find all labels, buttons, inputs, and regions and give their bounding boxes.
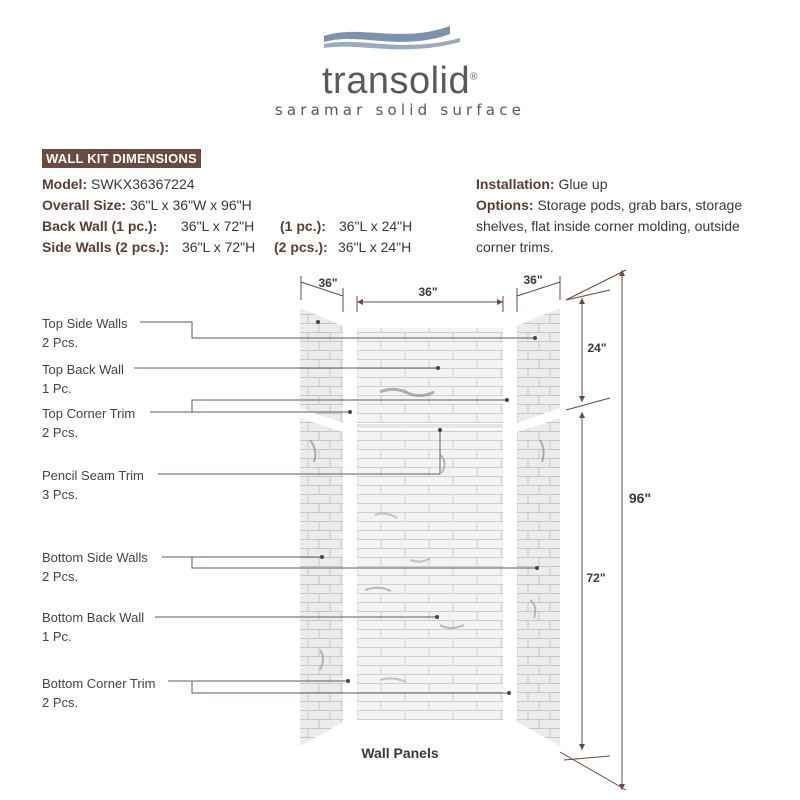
dim-right-width: 36" (523, 273, 543, 287)
corner-trim-right (508, 322, 514, 722)
options-label: Options: (476, 197, 534, 213)
callout-name: Bottom Side Walls (42, 550, 148, 565)
callout-qty: 2 Pcs. (42, 425, 79, 440)
callout-name: Bottom Back Wall (42, 610, 145, 625)
options-text-1: Storage pods, grab bars, storage (537, 197, 743, 213)
dim-bottom-height: 72" (586, 571, 606, 585)
callout-qty: 1 Pc. (42, 629, 72, 644)
callout-qty: 1 Pc. (42, 381, 72, 396)
callout-qty: 2 Pcs. (42, 695, 79, 710)
bottom-side-wall-right (517, 418, 560, 746)
bottom-side-wall-left (300, 418, 343, 746)
dim-back-width: 36" (418, 285, 438, 299)
diagram-caption: Wall Panels (361, 745, 439, 761)
options-text-3: corner trims. (476, 239, 554, 255)
side-wall-label2: (2 pcs.): (274, 239, 328, 255)
back-wall-label: Back Wall (1 pc.): (42, 218, 158, 234)
model-value: SWKX36367224 (91, 176, 195, 192)
back-wall-label2: (1 pc.): (280, 218, 326, 234)
top-side-wall-right (517, 308, 560, 423)
back-wall-value2: 36"L x 24"H (339, 218, 413, 234)
installation-value: Glue up (558, 176, 608, 192)
model-label: Model: (42, 176, 88, 192)
callout-name: Pencil Seam Trim (42, 468, 144, 483)
spec-title: WALL KIT DIMENSIONS (42, 149, 201, 168)
top-back-wall (357, 328, 503, 423)
side-wall-label: Side Walls (2 pcs.): (42, 239, 170, 255)
callout-name: Bottom Corner Trim (42, 676, 156, 691)
side-wall-value: 36"L x 72"H (182, 239, 256, 255)
callout-qty: 3 Pcs. (42, 487, 79, 502)
brand-name: transolid (321, 60, 471, 102)
callout-name: Top Corner Trim (42, 406, 136, 421)
side-wall-value2: 36"L x 24"H (338, 239, 412, 255)
installation-label: Installation: (476, 176, 555, 192)
overall-label: Overall Size: (42, 197, 127, 213)
options-text-2: shelves, flat inside corner molding, outside (476, 218, 740, 234)
back-wall-value: 36"L x 72"H (181, 218, 255, 234)
dim-left-width: 36" (318, 276, 338, 290)
callout-qty: 2 Pcs. (42, 569, 79, 584)
callout-name: Top Back Wall (42, 362, 124, 377)
callout-qty: 2 Pcs. (42, 335, 79, 350)
callout-name: Top Side Walls (42, 316, 128, 331)
top-side-wall-left (300, 308, 343, 423)
dim-top-height: 24" (587, 341, 607, 355)
registered-mark: ® (470, 71, 478, 83)
overall-value: 36"L x 36"W x 96"H (129, 197, 252, 213)
dim-total-height: 96" (628, 490, 652, 506)
brand-tagline: saramar solid surface (274, 101, 526, 119)
corner-trim-left (346, 322, 352, 722)
